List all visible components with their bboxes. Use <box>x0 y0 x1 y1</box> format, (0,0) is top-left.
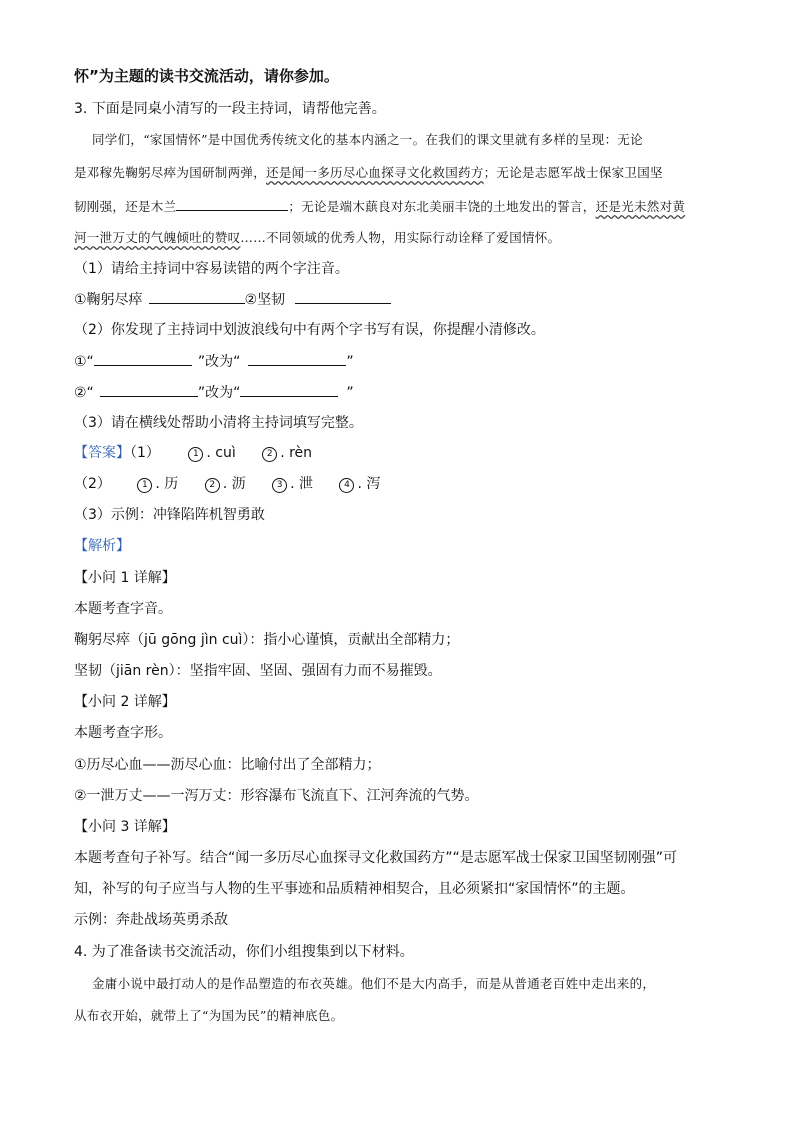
circled-number: 2 <box>205 478 220 493</box>
quote-open: ①“ <box>74 354 94 370</box>
passage-text: 是邓稼先鞠躬尽瘁为国研制两弹， <box>74 165 267 180</box>
sub-analysis-1-title: 【小问 1 详解】 <box>74 570 176 586</box>
passage-line-1: 同学们，“家国情怀”是中国优秀传统文化的基本内涵之一。在我们的课文里就有多样的呈现：无论 <box>92 132 643 147</box>
passage-line-4 <box>74 228 560 248</box>
answer-row-3: （3）示例：冲锋陷阵机智勇敢 <box>74 507 265 523</box>
passage-text: ；无论是志愿军战士保家卫国坚 <box>483 165 663 180</box>
sub-question-2-row-2 <box>74 382 354 403</box>
analysis-text: 坚韧（jiān rèn）：坚指牢固、坚固、强固有力而不易摧毁。 <box>74 663 442 679</box>
quote-close: ” <box>346 354 354 370</box>
analysis-text: 鞠躬尽瘁（jū gōng jìn cuì）：指小心谨慎，贡献出全部精力； <box>74 632 460 648</box>
circled-number: 3 <box>272 478 287 493</box>
answer-item: . 沥 <box>222 476 246 492</box>
passage-line-2 <box>74 163 663 183</box>
answer-item: . rèn <box>280 445 313 461</box>
change-to-label: ”改为“ <box>197 385 241 401</box>
change-to-label: ”改为“ <box>197 354 241 370</box>
section-heading-tail: 怀”为主题的读书交流活动，请你参加。 <box>74 67 339 85</box>
sub-question-2: （2）你发现了主持词中划波浪线句中有两个字书写有误，你提醒小清修改。 <box>74 322 545 338</box>
passage-text: ；无论是端木蕻良对东北美丽丰饶的土地发出的誓言， <box>288 199 596 214</box>
wavy-underlined-phrase-2: 还是光未然对黄 <box>595 199 686 214</box>
wavy-underlined-phrase-1: 还是闻一多历尽心血探寻文化救国药方 <box>266 165 484 180</box>
analysis-text: 本题考查句子补写。结合“闻一多历尽心血探寻文化救国药方”“是志愿军战士保家卫国坚韧刚强”可 <box>74 850 678 866</box>
answer-item: . cuì <box>206 445 236 461</box>
answer-item: . 泻 <box>357 476 381 492</box>
pinyin-blank-1[interactable] <box>149 289 245 304</box>
answer-prefix: （1） <box>130 445 160 461</box>
answer-item: . 泄 <box>290 476 313 492</box>
correct-char-blank-2[interactable] <box>240 382 338 397</box>
circled-number: 1 <box>188 447 203 462</box>
item-label: ②坚韧 <box>244 292 286 308</box>
answer-label: 【答案】 <box>74 445 130 461</box>
analysis-text: ①历尽心血——沥尽心血：比喻付出了全部精力； <box>74 757 381 773</box>
passage-text: ……不同领域的优秀人物，用实际行动诠释了爱国情怀。 <box>240 230 561 245</box>
analysis-text: 本题考查字音。 <box>74 601 172 617</box>
question-3-stem: 3. 下面是同桌小清写的一段主持词，请帮他完善。 <box>74 101 386 117</box>
analysis-label: 【解析】 <box>74 538 130 554</box>
item-label: ①鞠躬尽瘁 <box>74 292 143 308</box>
pinyin-blank-2[interactable] <box>295 289 391 304</box>
passage-text: 韧刚强，还是木兰 <box>74 199 177 214</box>
answer-row-1 <box>74 443 312 463</box>
answer-row-2 <box>74 474 380 494</box>
circled-number: 1 <box>137 478 152 493</box>
circled-number: 4 <box>339 478 354 493</box>
sub-analysis-3-title: 【小问 3 详解】 <box>74 819 176 835</box>
fill-in-blank-mulan[interactable] <box>176 196 288 211</box>
correct-char-blank-1[interactable] <box>248 351 346 366</box>
analysis-text: ②一泄万丈——一泻万丈：形容瀑布飞流直下、江河奔流的气势。 <box>74 788 479 804</box>
sub-question-2-row-1 <box>74 351 354 372</box>
wrong-char-blank-1[interactable] <box>94 351 192 366</box>
sub-question-3: （3）请在横线处帮助小清将主持词填写完整。 <box>74 415 363 431</box>
circled-number: 2 <box>262 447 277 462</box>
passage-line-3 <box>74 196 685 217</box>
quote-close: ” <box>346 385 354 401</box>
wrong-char-blank-2[interactable] <box>100 382 198 397</box>
wavy-underlined-phrase-3: 河一泄万丈的气魄倾吐的赞叹 <box>74 230 241 245</box>
answer-item: . 历 <box>155 476 179 492</box>
sub-question-1: （1）请给主持词中容易读错的两个字注音。 <box>74 261 349 277</box>
answer-prefix: （2） <box>74 476 111 492</box>
material-line-1: 金庸小说中最打动人的是作品塑造的布衣英雄。他们不是大内高手，而是从普通老百姓中走出来的， <box>92 976 656 991</box>
sub-question-1-blanks <box>74 289 391 310</box>
question-4-stem: 4. 为了准备读书交流活动，你们小组搜集到以下材料。 <box>74 944 414 960</box>
analysis-text: 本题考查字形。 <box>74 725 172 741</box>
sub-analysis-2-title: 【小问 2 详解】 <box>74 694 176 710</box>
quote-open: ②“ <box>74 385 94 401</box>
analysis-text: 示例：奔赴战场英勇杀敌 <box>74 912 228 928</box>
material-line-2: 从布衣开始，就带上了“为国为民”的精神底色。 <box>74 1008 344 1023</box>
analysis-text: 知，补写的句子应当与人物的生平事迹和品质精神相契合，且必须紧扣“家国情怀”的主题。 <box>74 881 635 897</box>
